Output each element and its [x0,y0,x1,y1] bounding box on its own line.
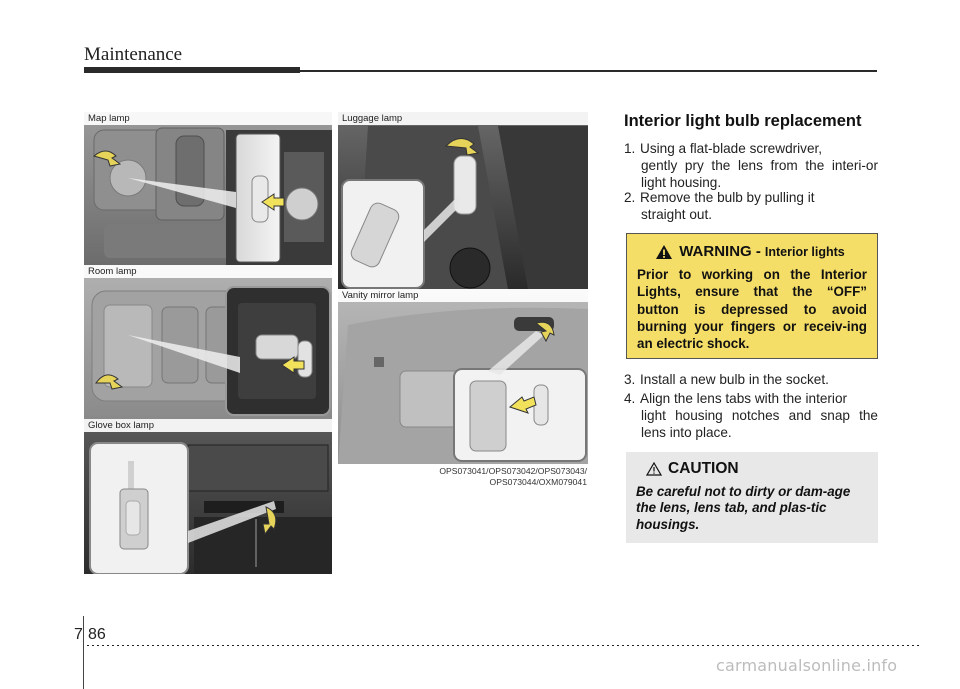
caution-box [626,452,878,543]
figure-caption [338,466,587,488]
watermark-text: carmanualsonline.info [716,656,898,675]
caution-triangle-icon [646,462,662,476]
luggage-lamp-photo [338,112,588,289]
caution-label: CAUTION [668,460,739,477]
luggage-lamp-label: Luggage lamp [338,112,588,125]
step-text-first-line: Remove the bulb by pulling it [640,190,815,205]
warning-header [633,243,867,260]
glove-box-lamp-label: Glove box lamp [84,419,332,432]
page-header-title: Maintenance [84,44,183,65]
step-number: 3. [624,372,636,387]
step-4 [624,390,878,441]
map-lamp-photo [84,112,332,265]
section-number: 7 [74,626,83,643]
caution-header [646,460,868,478]
header-rule-thick [84,67,300,73]
step-number: 1. [624,141,636,156]
warning-triangle-icon [655,244,673,260]
step-text-first-line: Install a new bulb in the socket. [640,372,829,387]
step-text-continuation: gently pry the lens from the interi-or light housing. [641,158,878,190]
warning-text: Prior to working on the Interior Lights, ensure that the “OFF” button is depressed to avoid burning your fingers or receiv-ing an electric shock. [637,267,867,352]
step-1 [624,140,878,191]
caution-text: Be careful not to dirty or dam-age the lens, lens tab, and plas-tic housings. [636,484,851,532]
page-number: 86 [88,626,106,643]
warning-subject: Interior lights [764,244,845,259]
warning-box [626,233,878,359]
warning-label: WARNING - [679,243,761,260]
glove-box-lamp-photo [84,419,332,574]
step-number: 2. [624,190,636,205]
room-lamp-label: Room lamp [84,265,332,278]
room-lamp-photo [84,265,332,419]
footer-vertical-rule [83,616,84,689]
figure-caption-line-2: OPS073044/OXM079041 [489,477,587,487]
step-text-first-line: Using a flat-blade screwdriver, [640,141,823,156]
step-text-continuation: light housing notches and snap the lens into place. [641,408,878,440]
map-lamp-label: Map lamp [84,112,332,125]
section-title: Interior light bulb replacement [624,112,862,130]
footer-horizontal-rule [84,645,922,646]
vanity-mirror-lamp-label: Vanity mirror lamp [338,289,588,302]
figure-caption-line-1: OPS073041/OPS073042/OPS073043/ [439,466,587,476]
step-text-first-line: Align the lens tabs with the interior [640,391,848,406]
step-3 [624,371,878,388]
vanity-mirror-lamp-photo [338,289,588,464]
step-text-continuation: straight out. [641,207,713,222]
step-2 [624,189,878,223]
header-rule-thin [300,70,877,72]
step-number: 4. [624,391,636,406]
